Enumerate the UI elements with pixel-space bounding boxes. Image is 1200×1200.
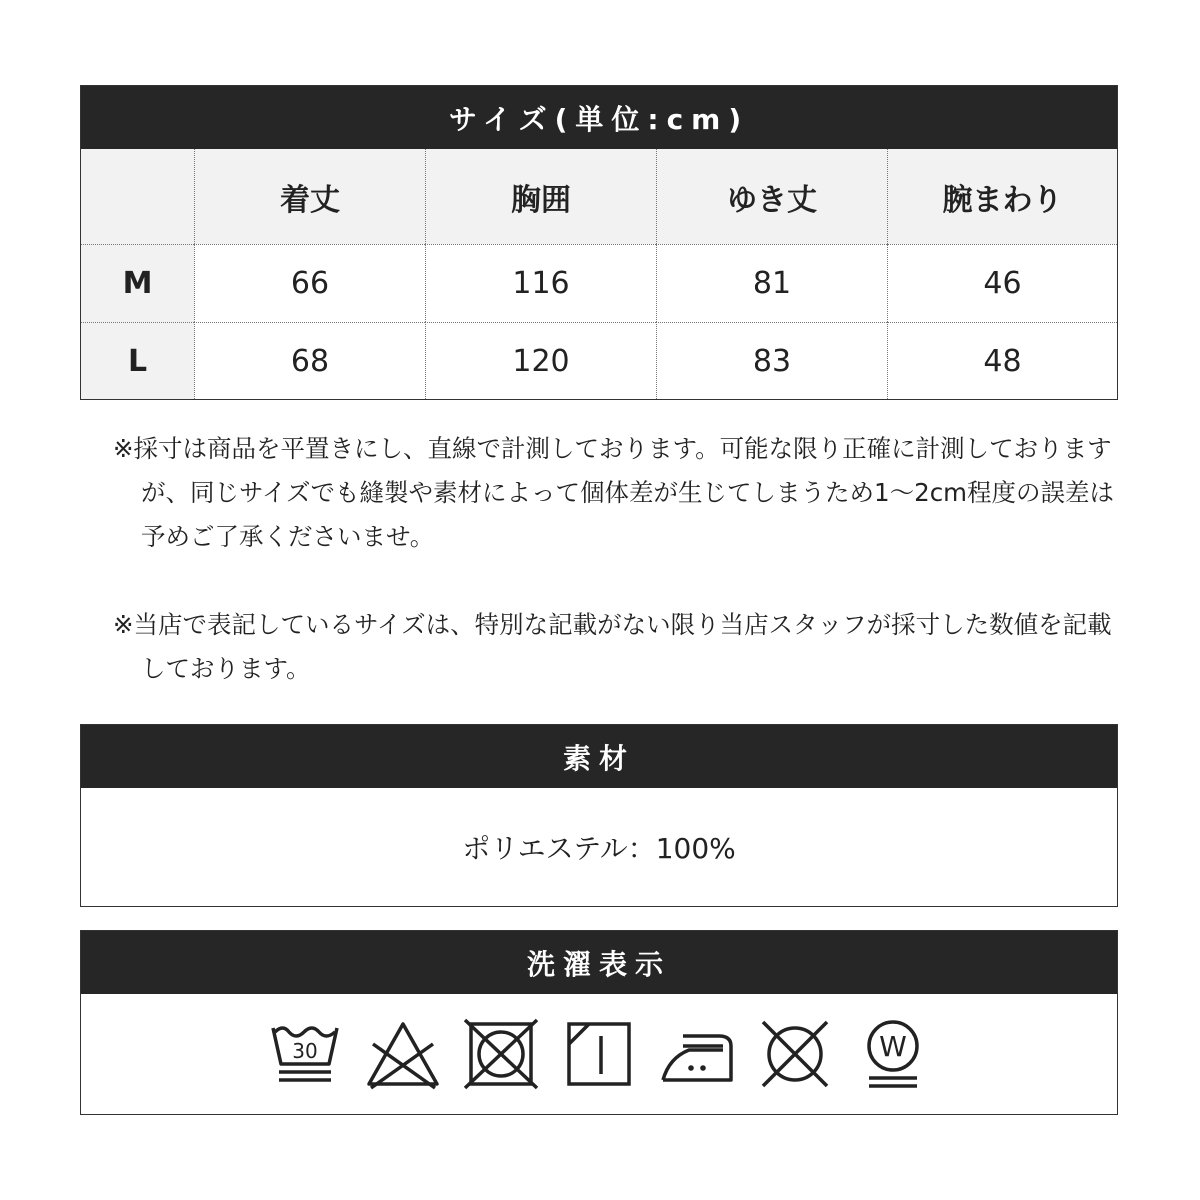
iron-medium-icon xyxy=(659,1018,735,1090)
row-header-size: L xyxy=(81,322,194,399)
table-cell: 81 xyxy=(656,244,887,322)
size-notation-note: ※当店で表記しているサイズは、特別な記載がない限り当店スタッフが採寸した数値を記載しております。 xyxy=(113,610,1112,683)
table-cell: 83 xyxy=(656,322,887,399)
wash-temperature-label: 30 xyxy=(292,1039,318,1063)
size-table-corner xyxy=(81,149,194,244)
table-cell: 68 xyxy=(194,322,425,399)
care-icons xyxy=(81,994,1117,1114)
size-table-panel xyxy=(80,85,1118,400)
care-title: 洗濯表示 xyxy=(81,931,1117,994)
material-title: 素材 xyxy=(81,725,1117,788)
column-header: 胸囲 xyxy=(425,149,656,244)
table-cell: 120 xyxy=(425,322,656,399)
table-cell: 66 xyxy=(194,244,425,322)
wet-clean-gentle-icon xyxy=(855,1018,931,1090)
line-dry-shade-icon xyxy=(561,1018,637,1090)
column-header: ゆき丈 xyxy=(656,149,887,244)
table-cell: 48 xyxy=(887,322,1117,399)
measurement-note: ※採寸は商品を平置きにし、直線で計測しております。可能な限り正確に計測しておりますが、同じサイズでも縫製や素材によって個体差が生じてしまうため1〜2cm程度の誤差は予めご了承くださいませ。 xyxy=(113,434,1115,551)
wash-30-gentle-icon xyxy=(267,1018,343,1090)
row-header-size: M xyxy=(81,244,194,322)
no-dry-clean-icon xyxy=(757,1018,833,1090)
column-header: 着丈 xyxy=(194,149,425,244)
size-table-title: サイズ(単位:cm) xyxy=(81,86,1117,149)
no-tumble-dry-icon xyxy=(463,1018,539,1090)
care-panel xyxy=(80,930,1118,1115)
material-value: ポリエステル：100% xyxy=(462,832,736,865)
material-panel xyxy=(80,724,1118,907)
wet-clean-label: W xyxy=(879,1030,907,1063)
no-bleach-icon xyxy=(365,1018,441,1090)
column-header: 腕まわり xyxy=(887,149,1117,244)
table-cell: 116 xyxy=(425,244,656,322)
table-cell: 46 xyxy=(887,244,1117,322)
size-table xyxy=(81,149,1117,399)
